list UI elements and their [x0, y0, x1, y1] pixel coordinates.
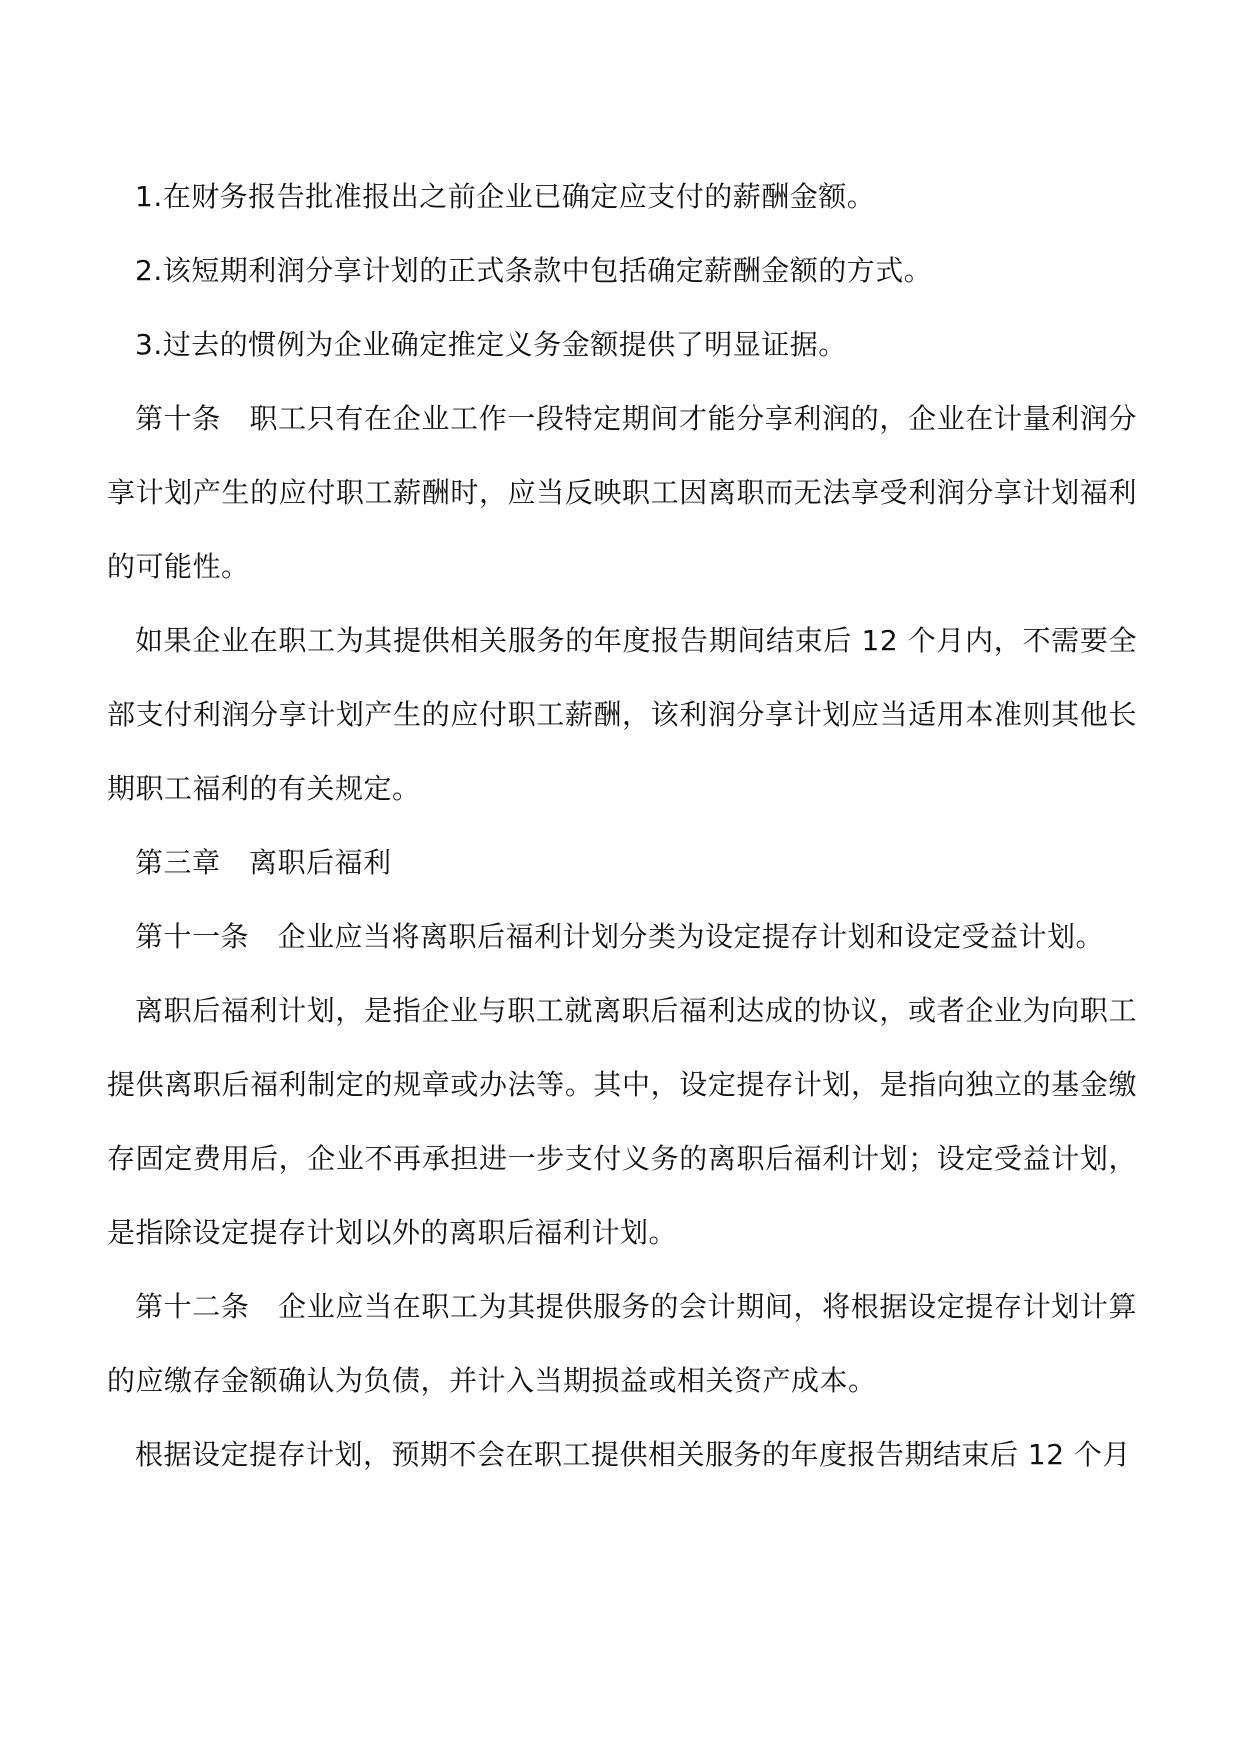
paragraph-item-2: 2.该短期利润分享计划的正式条款中包括确定薪酬金额的方式。 — [135, 254, 933, 287]
defined-contribution-paragraph: 根据设定提存计划，预期不会在职工提供相关服务的年度报告期结束后 12 个月 — [135, 1438, 1131, 1471]
post-employment-definition-paragraph: 离职后福利计划，是指企业与职工就离职后福利达成的协议，或者企业为向职工提供离职后福利制定的规章或办法等。其中，设定提存计划，是指向独立的基金缴存固定费用后，企业不再承担进一步支付义务的离职后福利计划；设定受益计划，是指除设定提存计划以外的离职后福利计划。 — [107, 994, 1137, 1249]
article-10-clause-paragraph: 如果企业在职工为其提供相关服务的年度报告期间结束后 12 个月内，不需要全部支付利润分享计划产生的应付职工薪酬，该利润分享计划应当适用本准则其他长期职工福利的有关规定。 — [107, 624, 1137, 805]
article-12-paragraph: 第十二条 企业应当在职工为其提供服务的会计期间，将根据设定提存计划计算的应缴存金额确认为负债，并计入当期损益或相关资产成本。 — [107, 1290, 1137, 1397]
paragraph-item-1: 1.在财务报告批准报出之前企业已确定应支付的薪酬金额。 — [135, 180, 876, 213]
document-body — [107, 160, 1137, 1492]
paragraph-item-3: 3.过去的惯例为企业确定推定义务金额提供了明显证据。 — [135, 328, 847, 361]
article-10-paragraph: 第十条 职工只有在企业工作一段特定期间才能分享利润的，企业在计量利润分享计划产生的应付职工薪酬时，应当反映职工因离职而无法享受利润分享计划福利的可能性。 — [107, 402, 1137, 583]
chapter-3-heading: 第三章 离职后福利 — [135, 846, 392, 879]
article-11-paragraph: 第十一条 企业应当将离职后福利计划分类为设定提存计划和设定受益计划。 — [135, 920, 1105, 953]
